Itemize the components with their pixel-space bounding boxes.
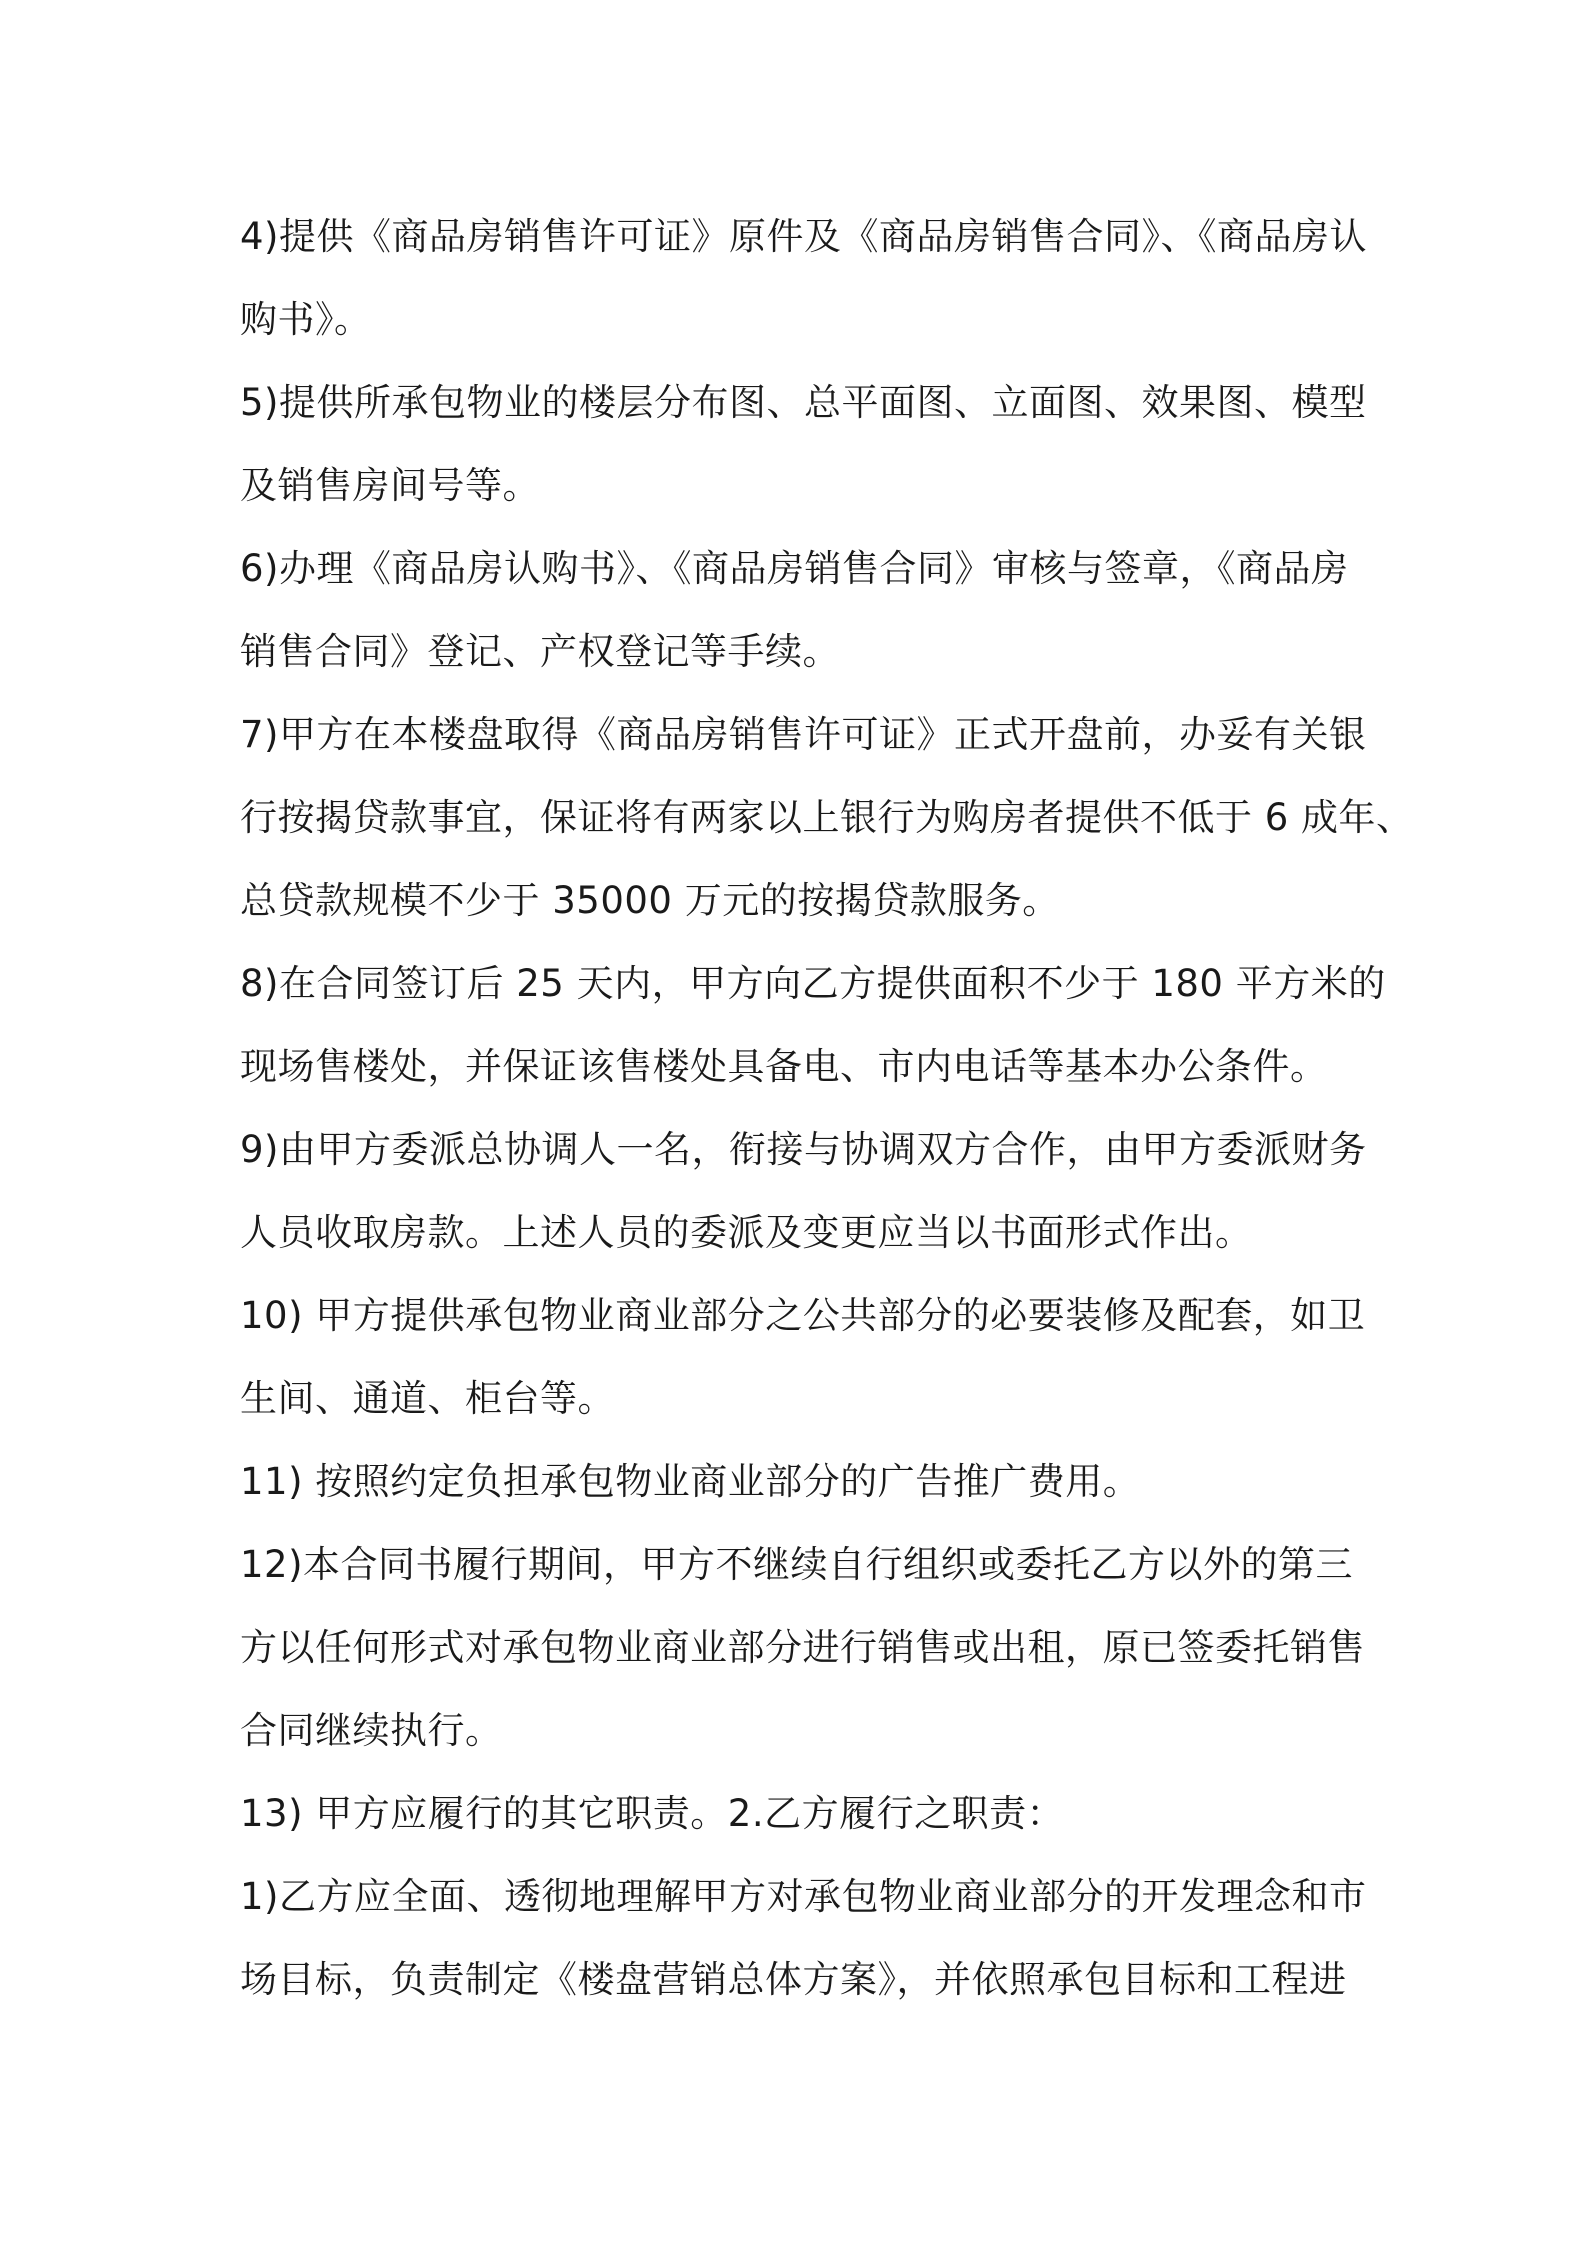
text-line: 行按揭贷款事宜，保证将有两家以上银行为购房者提供不低于 6 成年、 bbox=[240, 796, 1414, 839]
paragraph-item-5 bbox=[240, 361, 1370, 527]
text-line: 现场售楼处，并保证该售楼处具备电、市内电话等基本办公条件。 bbox=[240, 1045, 1328, 1088]
text-line: 4)提供《商品房销售许可证》原件及《商品房销售合同》、《商品房认 bbox=[240, 215, 1367, 258]
text-line: 10) 甲方提供承包物业商业部分之公共部分的必要装修及配套，如卫 bbox=[240, 1294, 1366, 1337]
text-line: 场目标，负责制定《楼盘营销总体方案》，并依照承包目标和工程进 bbox=[240, 1958, 1347, 2001]
text-line: 7)甲方在本楼盘取得《商品房销售许可证》正式开盘前，办妥有关银 bbox=[240, 713, 1367, 756]
paragraph-item-7 bbox=[240, 693, 1414, 942]
text-line: 方以任何形式对承包物业商业部分进行销售或出租，原已签委托销售 bbox=[240, 1626, 1365, 1669]
paragraph-item-9 bbox=[240, 1108, 1370, 1274]
paragraph-item-4 bbox=[240, 195, 1370, 361]
paragraph-item-11 bbox=[240, 1440, 1370, 1523]
text-line: 11) 按照约定负担承包物业商业部分的广告推广费用。 bbox=[240, 1460, 1141, 1503]
text-line: 及销售房间号等。 bbox=[240, 464, 540, 507]
text-line: 合同继续执行。 bbox=[240, 1709, 503, 1752]
text-line: 人员收取房款。上述人员的委派及变更应当以书面形式作出。 bbox=[240, 1211, 1253, 1254]
text-line: 1)乙方应全面、透彻地理解甲方对承包物业商业部分的开发理念和市 bbox=[240, 1875, 1367, 1918]
text-line: 总贷款规模不少于 35000 万元的按揭贷款服务。 bbox=[240, 879, 1060, 922]
text-line: 12)本合同书履行期间，甲方不继续自行组织或委托乙方以外的第三 bbox=[240, 1543, 1354, 1586]
paragraph-item-6 bbox=[240, 527, 1370, 693]
text-line: 9)由甲方委派总协调人一名，衔接与协调双方合作，由甲方委派财务 bbox=[240, 1128, 1367, 1171]
paragraph-item-12 bbox=[240, 1523, 1370, 1772]
text-line: 销售合同》登记、产权登记等手续。 bbox=[240, 630, 840, 673]
text-line: 8)在合同签订后 25 天内，甲方向乙方提供面积不少于 180 平方米的 bbox=[240, 962, 1386, 1005]
paragraph-item-13 bbox=[240, 1772, 1370, 1855]
paragraph-item-8 bbox=[240, 942, 1386, 1108]
text-line: 6)办理《商品房认购书》、《商品房销售合同》审核与签章，《商品房 bbox=[240, 547, 1349, 590]
document-body bbox=[240, 195, 1414, 2021]
text-line: 13) 甲方应履行的其它职责。2.乙方履行之职责： bbox=[240, 1792, 1065, 1835]
paragraph-item-10 bbox=[240, 1274, 1370, 1440]
text-line: 购书》。 bbox=[240, 298, 372, 341]
text-line: 5)提供所承包物业的楼层分布图、总平面图、立面图、效果图、模型 bbox=[240, 381, 1367, 424]
paragraph-b-item-1 bbox=[240, 1855, 1370, 2021]
text-line: 生间、通道、柜台等。 bbox=[240, 1377, 615, 1420]
